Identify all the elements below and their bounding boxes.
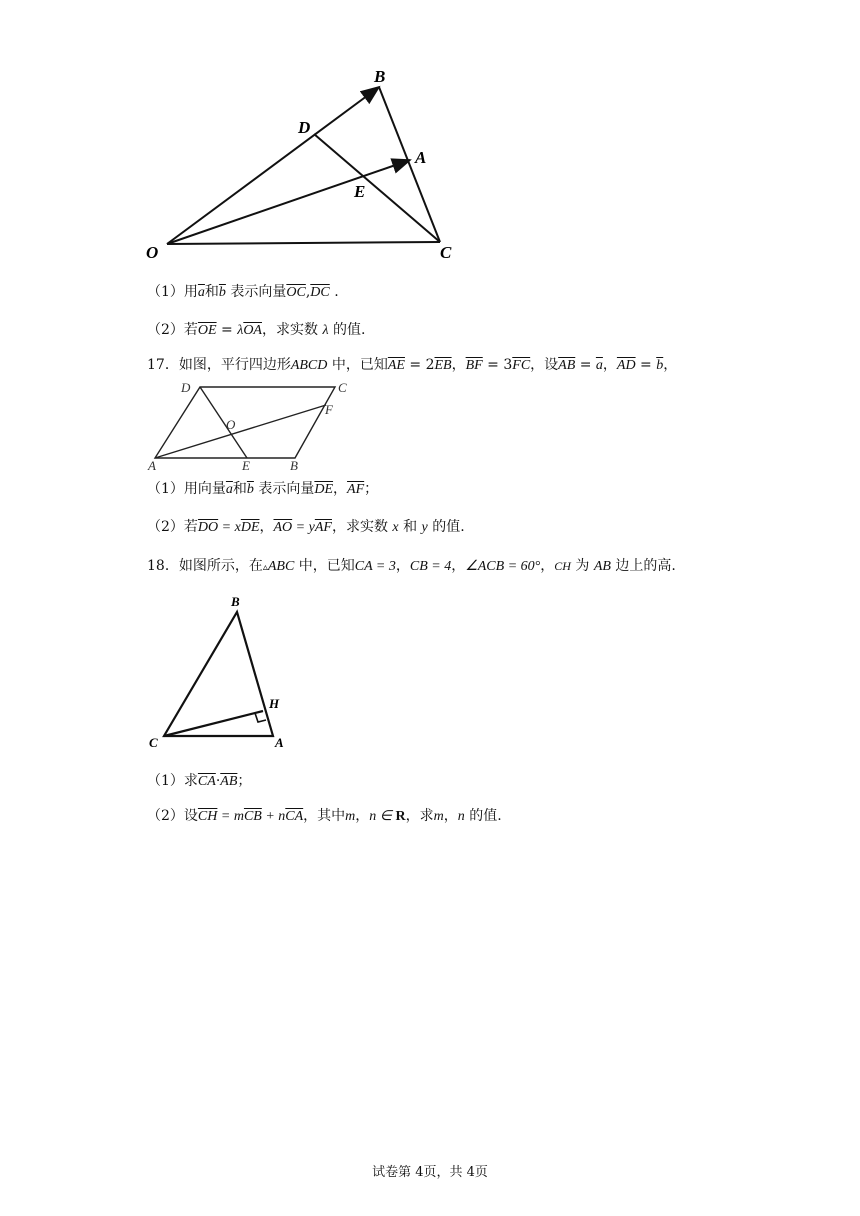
label-b: B <box>374 67 386 86</box>
label-h: H <box>269 696 280 711</box>
q18-part2: （2）设$\overline{CH} = m\overline{CB} + n\overline{CA}$，其中m，n ∈ R，求m，n 的值. <box>147 808 502 824</box>
figure-parallelogram-abcd <box>145 378 365 474</box>
label-e: E <box>354 182 366 201</box>
label-e: E <box>242 458 250 473</box>
label-d: D <box>181 380 191 395</box>
segment-af <box>155 405 326 458</box>
q17-part2: （2）若$\overline{DO} = x\overline{DE}$，$\overline{AO} = y\overline{AF}$，求实数 x 和 y 的值. <box>147 519 465 535</box>
q17-part1: （1）用向量$\overline{a}$和$\overline{b}$ 表示向量$\overline{DE}$，$\overline{AF}$； <box>147 481 379 497</box>
q18-stem: 18．如图所示，在▵ABC 中，已知CA = 3，CB = 4，∠ACB = 60°，CH 为 AB 边上的高. <box>147 558 676 574</box>
label-f: F <box>325 402 333 417</box>
label-d: D <box>298 118 311 137</box>
q18-part1: （1）求$\overline{CA}\cdot\overline{AB}$； <box>147 773 252 789</box>
label-b: B <box>231 594 240 609</box>
label-o: O <box>146 243 159 262</box>
label-b: B <box>290 458 298 473</box>
vector-oa <box>167 160 410 244</box>
label-a: A <box>415 148 427 167</box>
label-c: C <box>440 243 452 262</box>
figure-triangle-abc <box>143 590 303 755</box>
figure-vector-triangle-obc <box>140 60 470 270</box>
label-o: O <box>226 417 236 432</box>
q16-part2: （2）若$\overline{OE} = \lambda\overline{OA}$，求实数 λ 的值. <box>147 322 366 338</box>
label-a: A <box>148 458 156 473</box>
altitude-ch <box>164 711 263 736</box>
label-c: C <box>338 380 347 395</box>
parallelogram-outline <box>155 387 335 458</box>
q17-stem: 17．如图，平行四边形ABCD 中，已知$\overline{AE} = 2\overline{EB}$，$\overline{BF} = 3\overline{FC}$，设$\overline{AB} = \overline{a}$，$\overline{AD} = \overline{b}$， <box>147 357 678 373</box>
segment-de <box>200 387 247 458</box>
page-footer: 试卷第 4页，共 4页 <box>372 1165 488 1180</box>
label-a: A <box>275 735 284 750</box>
segment-oc <box>167 242 440 244</box>
vector-ob <box>167 87 379 244</box>
right-angle-mark <box>255 713 266 722</box>
label-c: C <box>149 735 158 750</box>
segment-bc <box>379 87 440 242</box>
q16-part1: （1）用$\overline{a}$和$\overline{b}$ 表示向量$\overline{OC},\overline{DC}$ . <box>147 284 339 300</box>
